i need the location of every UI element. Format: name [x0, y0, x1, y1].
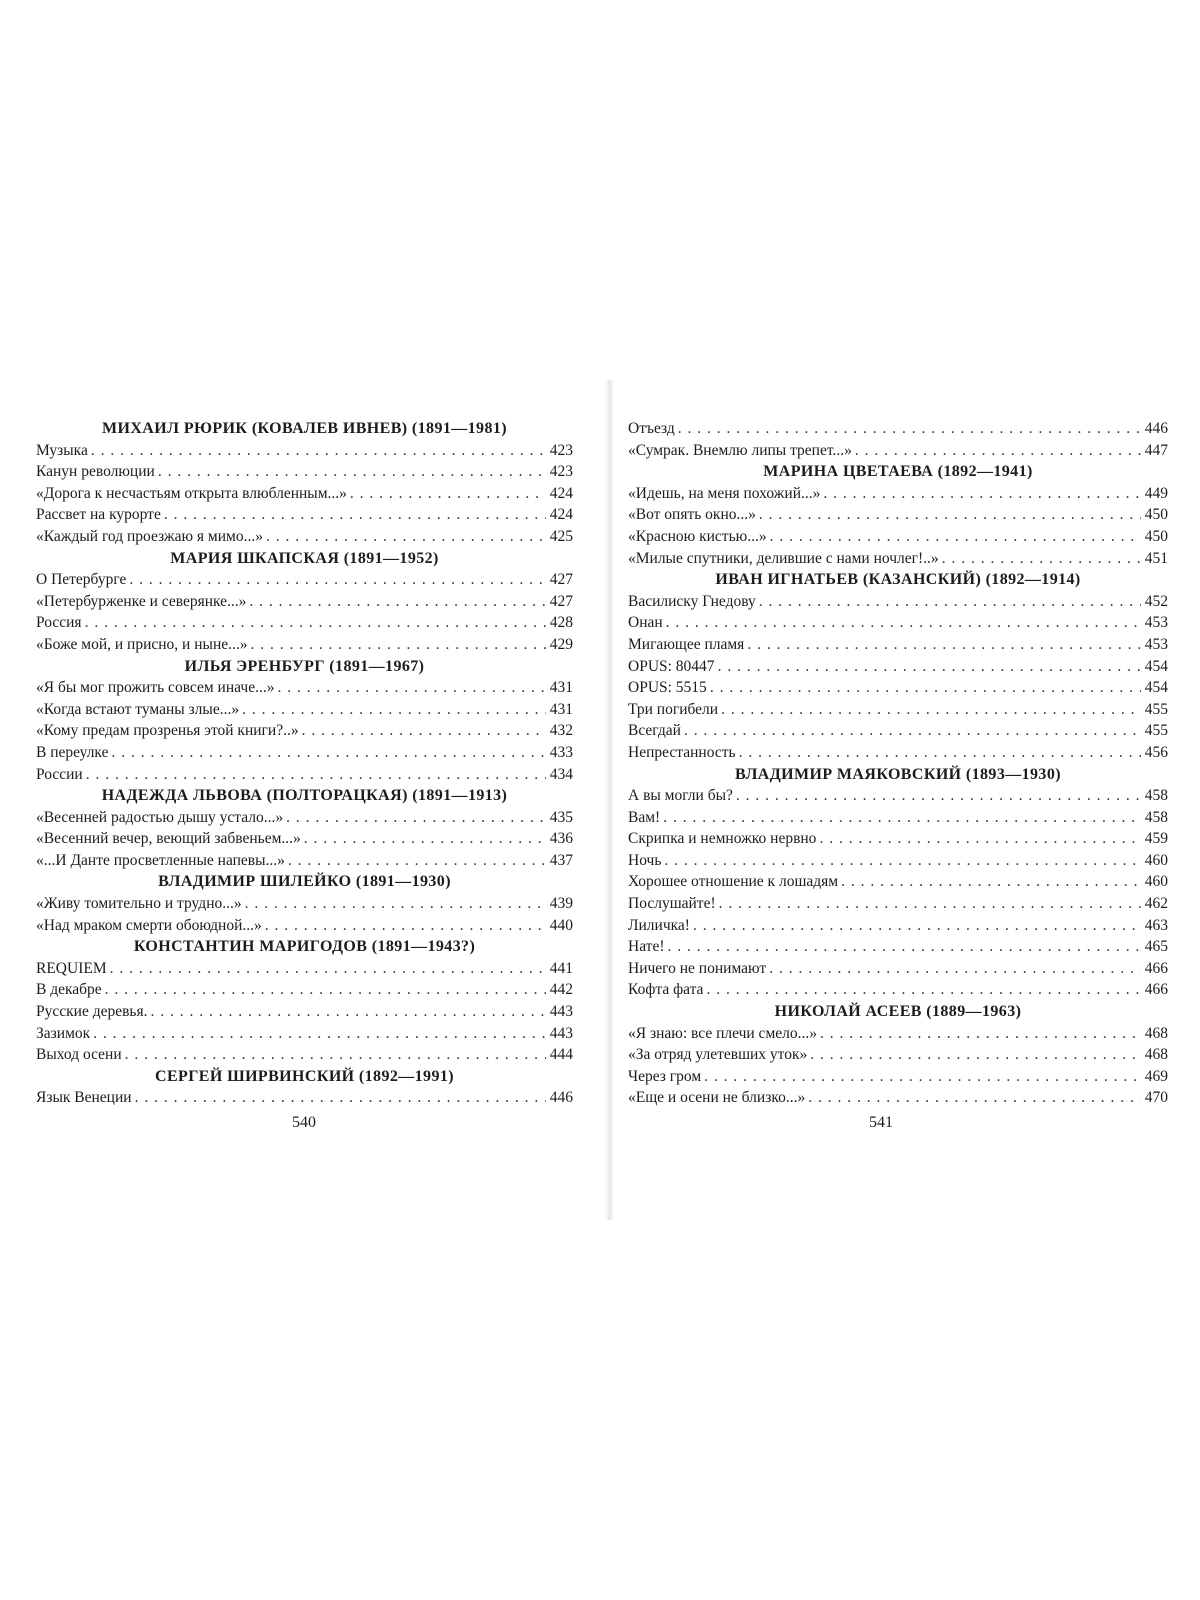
entry-page-number: 453 — [1144, 614, 1168, 632]
toc-entry — [36, 677, 573, 699]
toc-entry — [628, 634, 1168, 656]
entry-page-number: 470 — [1144, 1089, 1168, 1107]
dot-leader — [277, 677, 545, 699]
toc-entry — [628, 612, 1168, 634]
entry-title: Россия — [36, 614, 82, 632]
toc-entry — [36, 591, 573, 613]
toc-entry — [628, 483, 1168, 505]
dot-leader — [736, 785, 1141, 807]
toc-entry — [628, 720, 1168, 742]
dot-leader — [823, 483, 1140, 505]
entry-page-number: 439 — [549, 895, 573, 913]
toc-entry — [628, 828, 1168, 850]
entry-title: Онан — [628, 614, 663, 632]
entry-page-number: 444 — [549, 1046, 573, 1064]
entry-page-number: 454 — [1144, 679, 1168, 697]
dot-leader — [164, 504, 546, 526]
toc-entry — [628, 893, 1168, 915]
entry-title: «Идешь, на меня похожий...» — [628, 484, 821, 502]
toc-entry — [36, 850, 573, 872]
author-heading: НАДЕЖДА ЛЬВОВА (ПОЛТОРАЦКАЯ) (1891—1913) — [101, 787, 508, 805]
entry-page-number: 442 — [549, 981, 573, 999]
toc-entry — [36, 1001, 573, 1023]
entry-page-number: 424 — [549, 484, 573, 502]
toc-entry — [628, 699, 1168, 721]
entry-page-number: 449 — [1144, 484, 1168, 502]
entry-page-number: 424 — [549, 506, 573, 524]
dot-leader — [721, 699, 1141, 721]
entry-title: Лиличка! — [628, 916, 690, 934]
entry-page-number: 450 — [1144, 506, 1168, 524]
entry-page-number: 459 — [1144, 830, 1168, 848]
dot-leader — [718, 656, 1141, 678]
entry-title: «Над мраком смерти обоюдной...» — [36, 916, 262, 934]
entry-page-number: 446 — [1144, 420, 1168, 437]
entry-title: Зазимок — [36, 1024, 91, 1042]
entry-title: «Я знаю: все плечи смело...» — [628, 1024, 817, 1042]
entry-title: «Петербурженке и северянке...» — [36, 592, 247, 610]
entry-title: «Дорога к несчастьям открыта влюбленным...» — [36, 484, 347, 502]
entry-page-number: 443 — [549, 1003, 573, 1021]
dot-leader — [684, 720, 1141, 742]
toc-entry — [628, 785, 1168, 807]
dot-leader — [110, 958, 546, 980]
dot-leader — [288, 850, 546, 872]
entry-page-number: 437 — [549, 851, 573, 869]
toc-entry — [36, 807, 573, 829]
entry-page-number: 427 — [549, 592, 573, 610]
dot-leader — [105, 979, 546, 1001]
entry-page-number: 468 — [1144, 1046, 1168, 1064]
toc-entry — [628, 1087, 1168, 1109]
entry-title: Кофта фата — [628, 981, 704, 999]
entry-page-number: 451 — [1144, 549, 1168, 567]
author-heading: ВЛАДИМИР МАЯКОВСКИЙ (1893—1930) — [735, 765, 1061, 783]
entry-title: «Весенней радостью дышу устало...» — [36, 808, 284, 826]
dot-leader — [739, 742, 1141, 764]
entry-title: «Еще и осени не близко...» — [628, 1089, 806, 1107]
dot-leader — [710, 677, 1141, 699]
toc-entry — [36, 569, 573, 591]
entry-page-number: 429 — [549, 635, 573, 653]
entry-page-number: 428 — [549, 614, 573, 632]
dot-leader — [719, 893, 1141, 915]
dot-leader — [810, 1044, 1140, 1066]
entry-page-number: 432 — [549, 722, 573, 740]
dot-leader — [135, 1087, 546, 1109]
author-heading: НИКОЛАЙ АСЕЕВ (1889—1963) — [774, 1003, 1022, 1021]
dot-leader — [129, 569, 545, 591]
entry-page-number: 446 — [549, 1089, 573, 1107]
dot-leader — [663, 807, 1141, 829]
entry-title: Русские деревья. — [36, 1003, 148, 1021]
dot-leader — [820, 1023, 1141, 1045]
entry-title: OPUS: 5515 — [628, 679, 707, 697]
entry-page-number: 423 — [549, 463, 573, 481]
entry-title: «Весенний вечер, веющий забвеньем...» — [36, 830, 301, 848]
dot-leader — [704, 1066, 1141, 1088]
dot-leader — [759, 591, 1141, 613]
toc-entry — [36, 483, 573, 505]
dot-leader — [841, 871, 1141, 893]
dot-leader — [706, 979, 1140, 1001]
entry-page-number: 450 — [1144, 527, 1168, 545]
entry-page-number: 460 — [1144, 873, 1168, 891]
toc-entry — [628, 807, 1168, 829]
toc-entry — [628, 677, 1168, 699]
entry-title: «Милые спутники, делившие с нами ночлег!..» — [628, 549, 939, 567]
toc-entry — [628, 936, 1168, 958]
entry-page-number: 466 — [1144, 959, 1168, 977]
entry-title: «Красною кистью...» — [628, 527, 767, 545]
author-heading: МАРИНА ЦВЕТАЕВА (1892—1941) — [763, 463, 1033, 481]
toc-entry — [628, 915, 1168, 937]
entry-title: В декабре — [36, 981, 102, 999]
dot-leader — [855, 440, 1141, 462]
author-heading: КОНСТАНТИН МАРИГОДОВ (1891—1943?) — [133, 938, 476, 956]
entry-title: России — [36, 765, 83, 783]
toc-entry — [628, 979, 1168, 1001]
dot-leader — [266, 526, 546, 548]
dot-leader — [759, 504, 1141, 526]
entry-title: «За отряд улетевших уток» — [628, 1046, 808, 1064]
entry-page-number: 434 — [549, 765, 573, 783]
dot-leader — [770, 526, 1141, 548]
entry-page-number: 431 — [549, 700, 573, 718]
entry-title: Язык Венеции — [36, 1089, 132, 1107]
dot-leader — [668, 936, 1141, 958]
toc-entry — [36, 828, 573, 850]
toc-entry — [36, 699, 573, 721]
toc-entry — [36, 893, 573, 915]
entry-page-number: 462 — [1144, 895, 1168, 913]
entry-title: В переулке — [36, 743, 109, 761]
toc-entry — [36, 915, 573, 937]
entry-title: Непрестанность — [628, 743, 736, 761]
entry-page-number: 455 — [1144, 722, 1168, 740]
entry-title: Выход осени — [36, 1046, 122, 1064]
entry-title: «Боже мой, и присно, и ныне...» — [36, 635, 248, 653]
entry-title: О Петербурге — [36, 571, 127, 589]
entry-page-number: 443 — [549, 1024, 573, 1042]
toc-entry — [36, 979, 573, 1001]
entry-title: Хорошее отношение к лошадям — [628, 873, 839, 891]
toc-entry — [36, 526, 573, 548]
entry-title: «Я бы мог прожить совсем иначе...» — [36, 679, 275, 697]
entry-title: Послушайте! — [628, 895, 716, 913]
entry-page-number: 447 — [1144, 441, 1168, 459]
entry-page-number: 458 — [1144, 808, 1168, 826]
entry-title: Музыка — [36, 441, 88, 459]
dot-leader — [265, 915, 546, 937]
toc-entry — [36, 1044, 573, 1066]
dot-leader — [747, 634, 1140, 656]
entry-title: Ночь — [628, 851, 662, 869]
entry-page-number: 453 — [1144, 635, 1168, 653]
entry-page-number: 465 — [1144, 938, 1168, 956]
dot-leader — [151, 1001, 546, 1023]
toc-entry — [628, 850, 1168, 872]
entry-page-number: 423 — [549, 441, 573, 459]
entry-title: Мигающее пламя — [628, 635, 745, 653]
toc-entry — [628, 526, 1168, 548]
toc-entry — [36, 504, 573, 526]
toc-entry — [628, 958, 1168, 980]
entry-page-number: 454 — [1144, 657, 1168, 675]
entry-page-number: 427 — [549, 571, 573, 589]
entry-page-number: 456 — [1144, 743, 1168, 761]
toc-entry — [36, 764, 573, 786]
entry-title: REQUIEM — [36, 959, 107, 977]
book-gutter — [604, 380, 614, 1220]
left-page-contents — [36, 418, 573, 1109]
entry-title: Ничего не понимают — [628, 959, 767, 977]
toc-entry — [628, 418, 1168, 440]
toc-entry — [628, 548, 1168, 570]
dot-leader — [693, 915, 1141, 937]
author-heading: ИВАН ИГНАТЬЕВ (КАЗАНСКИЙ) (1892—1914) — [715, 571, 1081, 589]
toc-entry — [36, 461, 573, 483]
entry-page-number: 433 — [549, 743, 573, 761]
entry-title: Скрипка и немножко нервно — [628, 830, 817, 848]
toc-entry — [36, 742, 573, 764]
entry-page-number: 452 — [1144, 592, 1168, 610]
dot-leader — [666, 612, 1141, 634]
entry-page-number: 466 — [1144, 981, 1168, 999]
entry-page-number: 458 — [1144, 787, 1168, 805]
toc-entry — [36, 1023, 573, 1045]
dot-leader — [819, 828, 1140, 850]
entry-title: Канун революции — [36, 463, 155, 481]
entry-title: Нате! — [628, 938, 665, 956]
toc-entry — [36, 720, 573, 742]
dot-leader — [808, 1087, 1141, 1109]
toc-entry — [36, 1087, 573, 1109]
dot-leader — [91, 440, 546, 462]
dot-leader — [664, 850, 1140, 872]
dot-leader — [93, 1023, 546, 1045]
entry-title: Через гром — [628, 1067, 702, 1085]
dot-leader — [286, 807, 546, 829]
author-heading: СЕРГЕЙ ШИРВИНСКИЙ (1892—1991) — [155, 1067, 454, 1085]
entry-title: «Кому предам прозренья этой книги?..» — [36, 722, 299, 740]
entry-title: Рассвет на курорте — [36, 506, 161, 524]
entry-page-number: 469 — [1144, 1067, 1168, 1085]
toc-entry — [628, 1044, 1168, 1066]
toc-entry — [628, 1066, 1168, 1088]
entry-page-number: 425 — [549, 527, 573, 545]
dot-leader — [302, 720, 546, 742]
dot-leader — [245, 893, 546, 915]
author-heading: МАРИЯ ШКАПСКАЯ (1891—1952) — [170, 549, 439, 567]
left-page-number: 540 — [292, 1114, 316, 1131]
entry-title: OPUS: 80447 — [628, 657, 715, 675]
entry-title: Три погибели — [628, 700, 719, 718]
entry-title: «Сумрак. Внемлю липы трепет...» — [628, 441, 852, 459]
toc-entry — [36, 612, 573, 634]
dot-leader — [251, 634, 546, 656]
entry-title: «Живу томительно и трудно...» — [36, 895, 242, 913]
toc-entry — [628, 1023, 1168, 1045]
entry-page-number: 435 — [549, 808, 573, 826]
toc-entry — [36, 440, 573, 462]
toc-entry — [628, 742, 1168, 764]
entry-title: «Когда встают туманы злые...» — [36, 700, 240, 718]
dot-leader — [158, 461, 546, 483]
dot-leader — [85, 612, 546, 634]
dot-leader — [249, 591, 545, 613]
entry-page-number: 436 — [549, 830, 573, 848]
entry-page-number: 463 — [1144, 916, 1168, 934]
dot-leader — [942, 548, 1141, 570]
dot-leader — [678, 418, 1141, 440]
dot-leader — [350, 483, 546, 505]
entry-title: Вам! — [628, 808, 661, 826]
entry-title: Отъезд — [628, 420, 675, 437]
toc-entry — [628, 440, 1168, 462]
author-heading: ВЛАДИМИР ШИЛЕЙКО (1891—1930) — [158, 873, 451, 891]
dot-leader — [242, 699, 546, 721]
entry-title: Василиску Гнедову — [628, 592, 756, 610]
toc-entry — [628, 591, 1168, 613]
entry-title: А вы могли бы? — [628, 787, 733, 805]
entry-page-number: 468 — [1144, 1024, 1168, 1042]
entry-title: Всегдай — [628, 722, 681, 740]
dot-leader — [125, 1044, 546, 1066]
entry-page-number: 455 — [1144, 700, 1168, 718]
dot-leader — [304, 828, 546, 850]
author-heading: МИХАИЛ РЮРИК (КОВАЛЕВ ИВНЕВ) (1891—1981) — [102, 420, 507, 437]
entry-page-number: 440 — [549, 916, 573, 934]
toc-entry — [628, 871, 1168, 893]
dot-leader — [86, 764, 546, 786]
author-heading: ИЛЬЯ ЭРЕНБУРГ (1891—1967) — [184, 657, 425, 675]
toc-entry — [628, 504, 1168, 526]
toc-entry — [36, 958, 573, 980]
toc-entry — [628, 656, 1168, 678]
right-page-contents — [628, 418, 1168, 1109]
entry-title: «Вот опять окно...» — [628, 506, 756, 524]
entry-title: «Каждый год проезжаю я мимо...» — [36, 527, 263, 545]
entry-page-number: 441 — [549, 959, 573, 977]
entry-page-number: 431 — [549, 679, 573, 697]
entry-title: «...И Данте просветленные напевы...» — [36, 851, 285, 869]
toc-entry — [36, 634, 573, 656]
dot-leader — [769, 958, 1141, 980]
right-page-number: 541 — [869, 1114, 893, 1131]
entry-page-number: 460 — [1144, 851, 1168, 869]
dot-leader — [111, 742, 545, 764]
